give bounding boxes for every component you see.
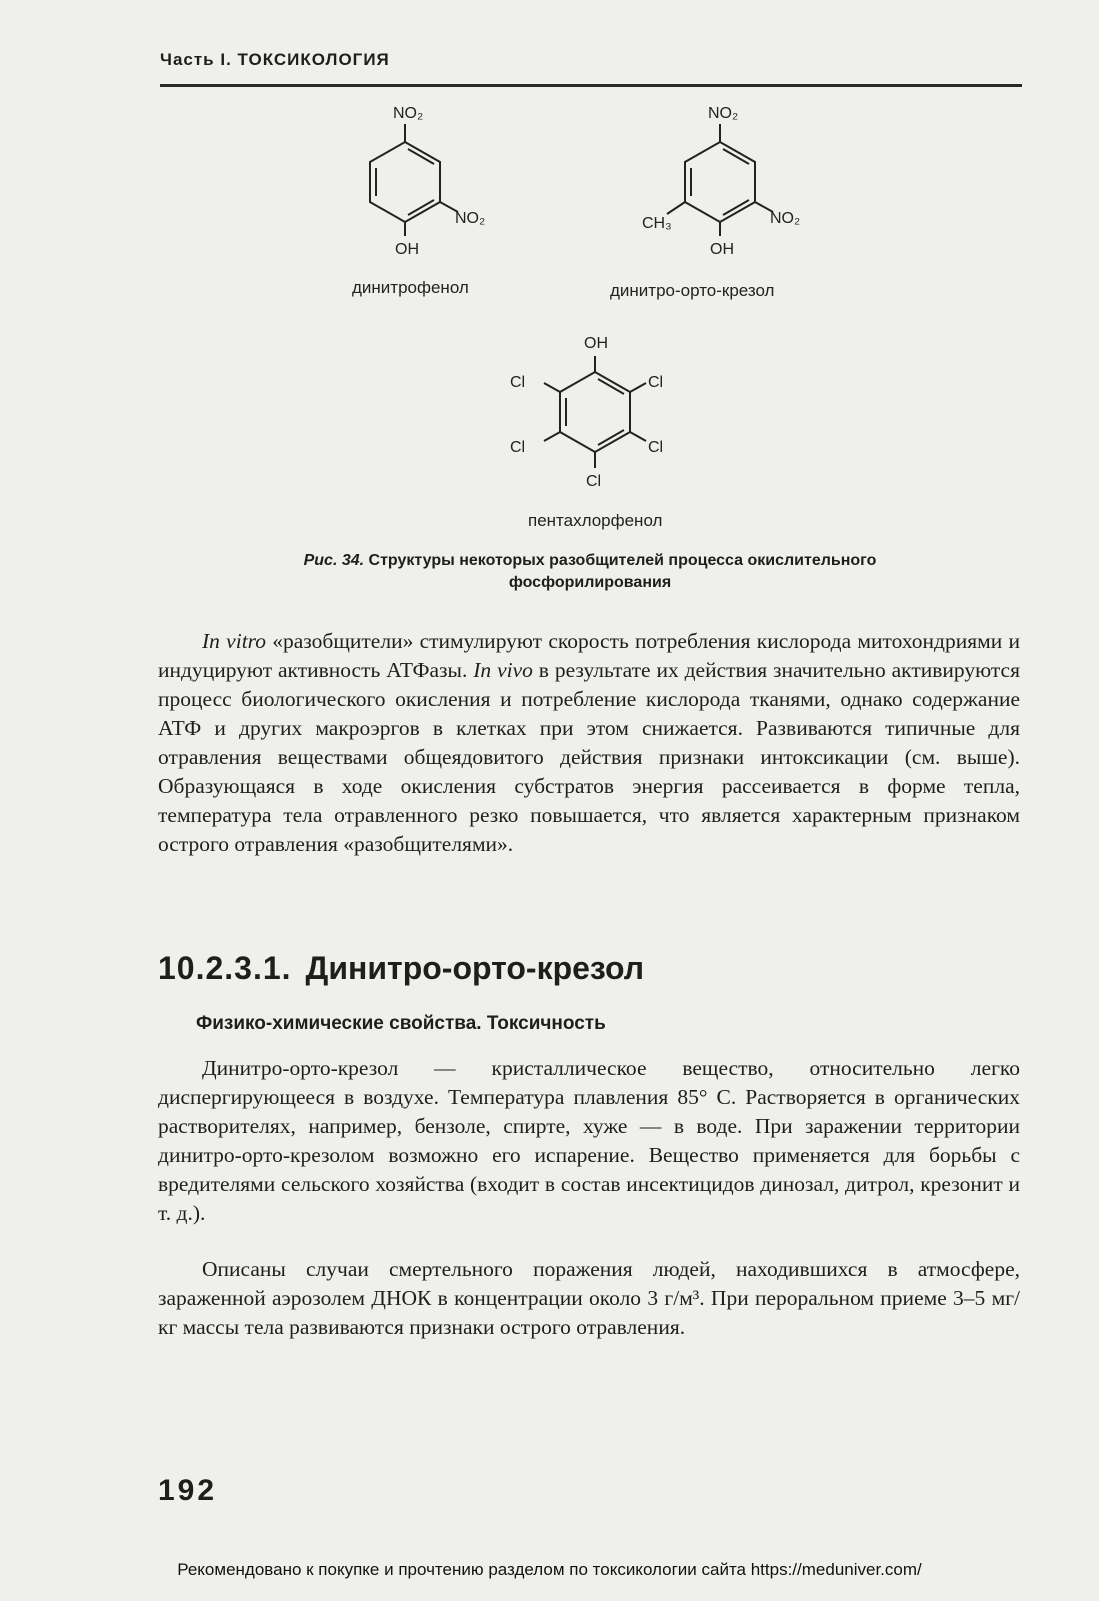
in-vivo-term: In vivo [473,658,533,682]
dinitrocresol-structure [667,124,773,236]
section-number: 10.2.3.1. [158,950,292,986]
chemical-structures [300,90,920,590]
body-paragraph-2: Описаны случаи смертельного поражения людей, находившихся в атмосфере, зараженной аэрозолем ДНОК в концентрации около 3 г/м³. При пероральном приеме 3–5 мг/кг массы тела развиваются признаки острого отравления. [158,1257,1020,1339]
pcp-lower-left-label: Cl [510,439,526,456]
pentachlorophenol-name: пентахлорфенол [528,511,663,530]
intro-text-2: в результате их действия значительно активируются процесс биологического окисления и потребление кислорода тканями, однако содержание АТФ и других макроэргов в клетках при этом снижается. Развиваются типичные для отравления веществами общеядовитого действия признаки интоксикации (см. выше). Образующаяся в ходе окисления субстратов энергия рассеивается в форме тепла, температура тела отравленного резко повышается, что является характерным признаком острого отравления «разобщителями». [158,658,1020,856]
pcp-upper-left-label: Cl [510,374,526,391]
dnp-side-label: NO₂ [455,210,486,227]
dnoc-methyl-label: CH₃ [642,215,672,232]
subsection-heading: Физико-химические свойства. Токсичность [196,1013,606,1034]
dnoc-bottom-label: OH [710,241,734,258]
dnoc-top-label: NO₂ [708,105,739,122]
intro-paragraph [158,627,1020,859]
dnoc-side-label: NO₂ [770,210,801,227]
pcp-lower-right-label: Cl [648,439,664,456]
pcp-bottom-label: Cl [586,473,602,490]
pcp-upper-right-label: Cl [648,374,664,391]
page-number: 192 [158,1474,218,1507]
section-heading [158,950,1020,987]
in-vitro-term: In vitro [202,629,266,653]
caption-lead: Рис. 34. [303,552,365,569]
dinitrophenol-name: динитрофенол [352,278,469,297]
dinitrocresol-name: динитро-орто-крезол [610,281,775,300]
figure-caption [230,550,950,594]
caption-text: Структуры некоторых разобщителей процесса окислительного фосфорилирования [364,552,877,591]
figure-34 [300,90,920,590]
dinitrophenol-structure [370,124,458,236]
section-title-text: Динитро-орто-крезол [305,950,645,986]
pentachlorophenol-structure [544,356,646,468]
dnp-bottom-label: OH [395,241,419,258]
pcp-top-label: OH [584,335,608,352]
header-rule [160,84,1022,87]
intro-text-1: «разобщители» стимулируют скорость потребления кислорода митохондриями и индуцируют активность АТФазы. [158,629,1020,682]
body-paragraph-1: Динитро-орто-крезол — кристаллическое вещество, относительно легко диспергирующееся в воздухе. Температура плавления 85° С. Растворяется в органических растворителях, например, бензоле, спирте, хуже — в воде. При заражении территории динитро-орто-крезолом возможно его испарение. Вещество применяется для борьбы с вредителями сельского хозяйства (входит в состав инсектицидов динозал, дитрол, крезонит и т. д.). [158,1056,1020,1225]
footer-note: Рекомендовано к покупке и прочтению разделом по токсикологии сайта https://meduniver.com/ [177,1560,922,1579]
dnp-top-label: NO₂ [393,105,424,122]
running-header: Часть I. ТОКСИКОЛОГИЯ [160,50,390,69]
